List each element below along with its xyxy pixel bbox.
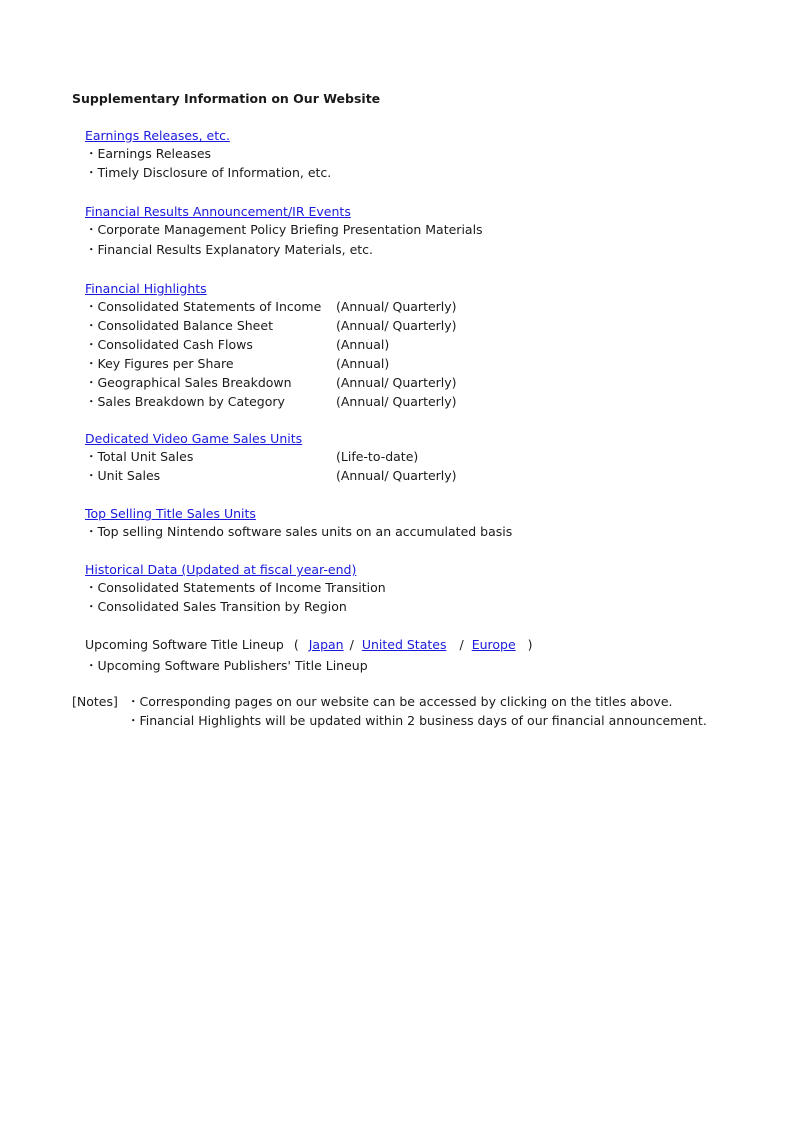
lineup-close-paren: ) bbox=[527, 637, 533, 652]
lineup-separator: / bbox=[459, 637, 464, 652]
list-item bbox=[85, 335, 457, 354]
item-text: ・Timely Disclosure of Information, etc. bbox=[85, 165, 332, 180]
item-text: ・Consolidated Cash Flows bbox=[85, 337, 253, 352]
item-note: (Annual/ Quarterly) bbox=[336, 318, 457, 333]
section-historical-data bbox=[85, 562, 386, 616]
note-line: ・Financial Highlights will be updated within 2 business days of our financial announcement. bbox=[127, 713, 707, 728]
lineup-open-paren: ( bbox=[293, 637, 299, 652]
note-line: ・Corresponding pages on our website can be accessed by clicking on the titles above. bbox=[127, 694, 673, 709]
section-financial-results-announcement bbox=[85, 204, 483, 260]
item-note: (Annual/ Quarterly) bbox=[336, 375, 457, 390]
item-note: (Annual) bbox=[336, 337, 390, 352]
item-text: ・Consolidated Statements of Income bbox=[85, 299, 322, 314]
historical-data-link[interactable]: Historical Data (Updated at fiscal year-end) bbox=[85, 562, 357, 577]
page-title: Supplementary Information on Our Website bbox=[72, 91, 381, 106]
list-item bbox=[85, 373, 457, 392]
item-text: ・Key Figures per Share bbox=[85, 356, 234, 371]
list-item bbox=[85, 522, 512, 541]
item-text: ・Financial Results Explanatory Materials, etc. bbox=[85, 242, 374, 257]
item-text: ・Consolidated Sales Transition by Region bbox=[85, 599, 347, 614]
item-text: ・Total Unit Sales bbox=[85, 449, 194, 464]
item-text: ・Geographical Sales Breakdown bbox=[85, 375, 292, 390]
list-item bbox=[85, 240, 483, 260]
notes-label: [Notes] bbox=[72, 694, 118, 709]
top-selling-titles-link[interactable]: Top Selling Title Sales Units bbox=[85, 506, 256, 521]
list-item bbox=[85, 392, 457, 411]
earnings-releases-link[interactable]: Earnings Releases, etc. bbox=[85, 128, 230, 143]
list-item bbox=[85, 597, 386, 616]
item-text: ・Sales Breakdown by Category bbox=[85, 394, 285, 409]
item-text: ・Earnings Releases bbox=[85, 146, 212, 161]
item-text: ・Unit Sales bbox=[85, 468, 161, 483]
list-item bbox=[85, 466, 457, 485]
list-item: ・Upcoming Software Publishers' Title Lineup bbox=[85, 658, 368, 673]
list-item bbox=[85, 220, 483, 240]
financial-results-announcement-link[interactable]: Financial Results Announcement/IR Events bbox=[85, 204, 351, 219]
item-text: ・Consolidated Balance Sheet bbox=[85, 318, 273, 333]
software-lineup-line bbox=[85, 637, 533, 653]
section-financial-highlights bbox=[85, 281, 457, 411]
section-video-game-sales-units bbox=[85, 431, 457, 485]
section-top-selling-titles bbox=[85, 506, 512, 541]
united-states-link[interactable]: United States bbox=[361, 637, 447, 652]
list-item bbox=[85, 144, 336, 163]
japan-link[interactable]: Japan bbox=[308, 637, 344, 652]
item-note: (Life-to-date) bbox=[336, 449, 419, 464]
item-note: (Annual/ Quarterly) bbox=[336, 468, 457, 483]
item-note: (Annual) bbox=[336, 356, 390, 371]
list-item bbox=[85, 578, 386, 597]
lineup-separator: / bbox=[349, 637, 354, 652]
section-earnings-releases bbox=[85, 128, 336, 182]
video-game-sales-units-link[interactable]: Dedicated Video Game Sales Units bbox=[85, 431, 303, 446]
lineup-label: Upcoming Software Title Lineup bbox=[85, 637, 284, 652]
item-note: (Annual/ Quarterly) bbox=[336, 299, 457, 314]
list-item bbox=[85, 316, 457, 335]
list-item bbox=[85, 447, 457, 466]
list-item bbox=[85, 354, 457, 373]
list-item bbox=[85, 297, 457, 316]
item-text: ・Corporate Management Policy Briefing Presentation Materials bbox=[85, 222, 483, 237]
list-item bbox=[85, 163, 336, 182]
item-text: ・Top selling Nintendo software sales units on an accumulated basis bbox=[85, 524, 513, 539]
financial-highlights-link[interactable]: Financial Highlights bbox=[85, 281, 207, 296]
item-text: ・Consolidated Statements of Income Transition bbox=[85, 580, 386, 595]
item-note: (Annual/ Quarterly) bbox=[336, 394, 457, 409]
europe-link[interactable]: Europe bbox=[471, 637, 516, 652]
